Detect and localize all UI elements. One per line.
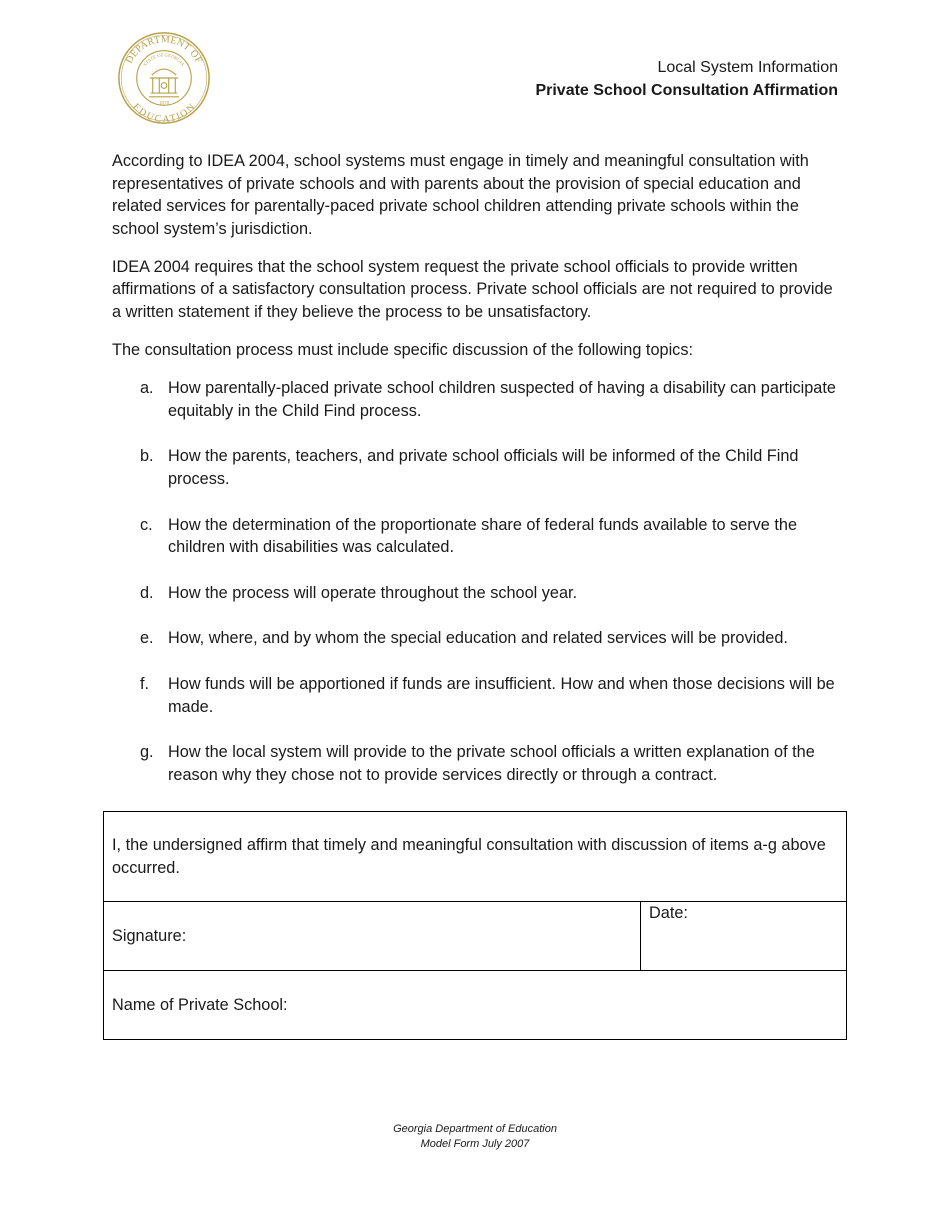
school-name-field[interactable] (104, 971, 847, 1040)
list-item-letter: c. (140, 515, 153, 534)
svg-text:DEPARTMENT OF (124, 34, 204, 65)
list-item-letter: a. (140, 379, 154, 398)
list-item (112, 514, 840, 559)
document-header (535, 56, 838, 102)
seal-center-top-text: STATE OF GEORGIA (143, 53, 185, 68)
affirmation-statement: I, the undersigned affirm that timely and meaningful consultation with discussion of items a-g above occurred. (104, 812, 847, 902)
document-footer (0, 1122, 950, 1152)
list-item (112, 741, 840, 786)
signature-field[interactable] (104, 902, 641, 971)
signature-label: Signature: (112, 927, 187, 946)
list-item (112, 377, 840, 422)
list-item-letter: e. (140, 629, 154, 648)
list-item (112, 445, 840, 490)
list-item-letter: d. (140, 583, 154, 602)
footer-organization: Georgia Department of Education (393, 1123, 557, 1135)
intro-paragraph-1: According to IDEA 2004, school systems must engage in timely and meaningful consultation with representatives of private schools and with parents about the provision of special education and related services for parentally-paced private school children attending private schools within the school system’s jurisdiction. (112, 152, 809, 238)
school-name-row (104, 971, 847, 1040)
document-body (112, 150, 840, 809)
date-field[interactable] (641, 902, 847, 971)
seal-year-text: 1870 (158, 100, 170, 107)
seal-arch-icon (149, 69, 179, 97)
list-item (112, 673, 840, 718)
list-item (112, 627, 840, 650)
intro-paragraph-2: IDEA 2004 requires that the school system request the private school officials to provide written affirmations of a satisfactory consultation process. Private school officials are not required to provide a written statement if they believe the process to be unsatisfactory. (112, 257, 833, 322)
list-item-text: How the local system will provide to the private school officials a written explanation of the reason why they chose not to provide services directly or through a contract. (168, 743, 815, 784)
list-item-letter: f. (140, 675, 150, 693)
list-item-letter: g. (140, 743, 154, 762)
list-item-text: How the parents, teachers, and private school officials will be informed of the Child Find process. (168, 447, 799, 489)
list-item-text: How the process will operate throughout the school year. (168, 583, 578, 602)
seal-ring-bottom-text: EDUCATION (130, 101, 198, 125)
list-item-letter: b. (140, 447, 154, 466)
footer-form-version: Model Form July 2007 (420, 1138, 530, 1150)
list-item-text: How the determination of the proportionate share of federal funds available to serve the children with disabilities was calculated. (168, 515, 798, 557)
document-title: Private School Consultation Affirmation (535, 82, 838, 99)
intro-paragraph-3: The consultation process must include specific discussion of the following topics: (112, 341, 693, 360)
department-of-education-seal-logo (117, 31, 211, 125)
affirmation-statement-row (104, 812, 847, 902)
affirmation-form-table (103, 811, 847, 1040)
header-section-label: Local System Information (657, 59, 838, 76)
seal-ring-top-text: DEPARTMENT OF (123, 34, 205, 66)
list-item (112, 582, 840, 605)
list-item-text: How funds will be apportioned if funds are insufficient. How and when those decisions will be made. (168, 675, 835, 716)
signature-date-row (104, 902, 847, 971)
topics-list (112, 377, 840, 786)
school-name-label: Name of Private School: (112, 995, 288, 1014)
list-item-text: How parentally-placed private school children suspected of having a disability can participate equitably in the Child Find process. (168, 379, 836, 420)
date-label: Date: (649, 904, 688, 922)
list-item-text: How, where, and by whom the special education and related services will be provided. (168, 629, 788, 648)
